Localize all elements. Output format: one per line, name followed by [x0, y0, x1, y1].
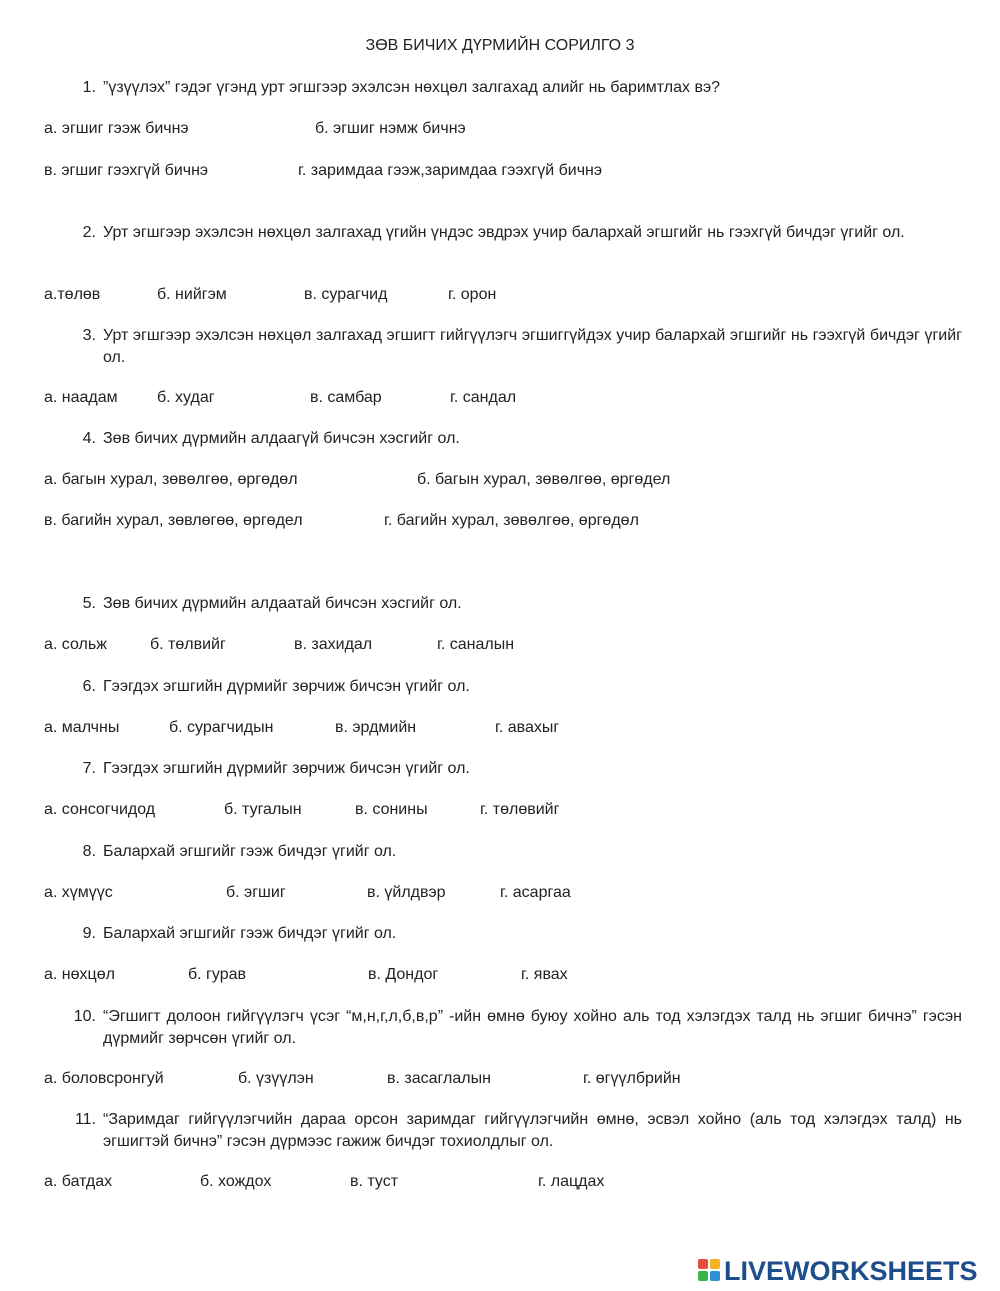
option-c[interactable]: в. сонины — [355, 801, 428, 818]
options-10 — [44, 1068, 964, 1090]
question-3 — [72, 325, 962, 369]
question-number: 5. — [82, 595, 96, 612]
option-b[interactable]: б. худаг — [157, 389, 215, 406]
question-text: Гээгдэх эгшгийн дүрмийг зөрчиж бичсэн үгийг ол. — [103, 678, 470, 695]
question-5 — [72, 593, 962, 615]
logo-brand-text: LIVEWORKSHEETS — [724, 1256, 978, 1286]
question-number: 4. — [82, 430, 96, 447]
options-7 — [44, 799, 964, 821]
question-text: Урт эгшгээр эхэлсэн нөхцөл залгахад эгшигт гийгүүлэгч эгшиггүйдэх учир балархай эгшгийг нь гээхгүй бичдэг үгийг ол. — [103, 327, 962, 366]
question-10 — [72, 1006, 962, 1050]
option-d[interactable]: г. орон — [448, 286, 497, 303]
question-text: Балархай эгшгийг гээж бичдэг үгийг ол. — [103, 925, 397, 942]
option-a[interactable]: а. хүмүүс — [44, 884, 113, 901]
logo-square-red — [698, 1259, 708, 1269]
option-b[interactable]: б. хождох — [200, 1173, 272, 1190]
option-b[interactable]: б. төлвийг — [150, 636, 226, 653]
question-1 — [72, 77, 962, 99]
option-d[interactable]: г. лацдах — [538, 1173, 605, 1190]
option-b[interactable]: б. үзүүлэн — [238, 1070, 314, 1087]
question-8 — [72, 841, 962, 863]
question-text: “Заримдаг гийгүүлэгчийн дараа орсон заримдаг гийгүүлэгчийн өмнө, эсвэл хойно (аль тод хэлэгдэх талд) нь эгшигтэй бичнэ” гэсэн дүрмээс гажиж бичдэг тохиолдлыг ол. — [103, 1111, 962, 1150]
liveworksheets-logo — [698, 1257, 994, 1285]
question-text: Гээгдэх эгшгийн дүрмийг зөрчиж бичсэн үгийг ол. — [103, 760, 470, 777]
question-number: 3. — [82, 327, 96, 344]
options-5 — [44, 634, 964, 656]
question-number: 1. — [82, 79, 96, 96]
question-6 — [72, 676, 962, 698]
option-b[interactable]: б. гурав — [188, 966, 247, 983]
option-d[interactable]: г. багийн хурал, зөвөлгөө, өргөдөл — [384, 512, 639, 529]
logo-square-yellow — [710, 1259, 720, 1269]
question-text: Зөв бичих дүрмийн алдаатай бичсэн хэсгийг ол. — [103, 595, 462, 612]
option-c[interactable]: в. самбар — [310, 389, 382, 406]
options-2 — [44, 284, 964, 306]
option-a[interactable]: а. нөхцөл — [44, 966, 115, 983]
option-b[interactable]: б. эгшиг нэмж бичнэ — [315, 120, 466, 137]
option-c[interactable]: в. туст — [350, 1173, 399, 1190]
option-c[interactable]: в. захидал — [294, 636, 373, 653]
option-a[interactable]: а.төлөв — [44, 286, 101, 303]
question-number: 11. — [74, 1111, 96, 1128]
option-d[interactable]: г. асаргаа — [500, 884, 571, 901]
option-d[interactable]: г. өгүүлбрийн — [583, 1070, 681, 1087]
options-1 — [44, 118, 964, 140]
question-11 — [72, 1109, 962, 1153]
question-number: 2. — [82, 224, 96, 241]
question-text: Урт эгшгээр эхэлсэн нөхцөл залгахад үгийн үндэс эвдрэх учир балархай эгшгийг нь гээхгүй бичдэг үгийг ол. — [103, 224, 905, 241]
option-a[interactable]: а. боловсронгуй — [44, 1070, 164, 1087]
option-a[interactable]: а. малчны — [44, 719, 120, 736]
option-b[interactable]: б. эгшиг — [226, 884, 286, 901]
logo-square-green — [698, 1271, 708, 1281]
options-4b — [44, 510, 964, 532]
option-d[interactable]: г. заримдаа гээж,заримдаа гээхгүй бичнэ — [298, 162, 603, 179]
options-11 — [44, 1171, 964, 1193]
option-d[interactable]: г. авахыг — [495, 719, 560, 736]
question-9 — [72, 923, 962, 945]
options-4 — [44, 469, 964, 491]
options-9 — [44, 964, 964, 986]
option-d[interactable]: г. явах — [521, 966, 568, 983]
option-b[interactable]: б. багын хурал, зөвөлгөө, өргөдел — [417, 471, 671, 488]
option-d[interactable]: г. сандал — [450, 389, 517, 406]
page-title: ЗӨВ БИЧИХ ДҮРМИЙН СОРИЛГО 3 — [365, 37, 635, 54]
option-d[interactable]: г. саналын — [437, 636, 515, 653]
option-b[interactable]: б. тугалын — [224, 801, 302, 818]
option-a[interactable]: а. эгшиг гээж бичнэ — [44, 120, 189, 137]
question-4 — [72, 428, 962, 450]
question-number: 10. — [73, 1008, 96, 1025]
options-3 — [44, 387, 964, 409]
option-a[interactable]: а. батдах — [44, 1173, 113, 1190]
option-a[interactable]: а. сонсогчидод — [44, 801, 156, 818]
question-number: 7. — [82, 760, 96, 777]
option-c[interactable]: в. эгшиг гээхгүй бичнэ — [44, 162, 209, 179]
question-text: “Эгшигт долоон гийгүүлэгч үсэг “м,н,г,л,б,в,р” -ийн өмнө буюу хойно аль тод хэлэгдэх талд нь эгшиг бичнэ” гэсэн дүрмийг зөрчсөн үгийг ол. — [103, 1008, 962, 1047]
question-number: 6. — [82, 678, 96, 695]
option-c[interactable]: в. эрдмийн — [335, 719, 417, 736]
options-6 — [44, 717, 964, 739]
logo-square-blue — [710, 1271, 720, 1281]
question-number: 9. — [82, 925, 96, 942]
option-c[interactable]: в. сурагчид — [304, 286, 388, 303]
question-text: Балархай эгшгийг гээж бичдэг үгийг ол. — [103, 843, 397, 860]
logo-mark-icon — [698, 1259, 720, 1282]
options-8 — [44, 882, 964, 904]
option-c[interactable]: в. үйлдвэр — [367, 884, 446, 901]
option-a[interactable]: а. сольж — [44, 636, 107, 653]
option-b[interactable]: б. сурагчидын — [169, 719, 274, 736]
option-c[interactable]: в. Дондог — [368, 966, 439, 983]
option-b[interactable]: б. нийгэм — [157, 286, 227, 303]
option-a[interactable]: а. наадам — [44, 389, 118, 406]
question-number: 8. — [82, 843, 96, 860]
option-a[interactable]: а. багын хурал, зөвөлгөө, өргөдөл — [44, 471, 298, 488]
question-text: ”үзүүлэх” гэдэг үгэнд урт эгшгээр эхэлсэн нөхцөл залгахад алийг нь баримтлах вэ? — [103, 79, 721, 96]
option-c[interactable]: в. багийн хурал, зөвлөгөө, өргөдел — [44, 512, 303, 529]
question-7 — [72, 758, 962, 780]
option-c[interactable]: в. засаглалын — [387, 1070, 491, 1087]
question-2 — [72, 222, 962, 244]
option-d[interactable]: г. төлөвийг — [480, 801, 560, 818]
options-1b — [44, 160, 964, 182]
question-text: Зөв бичих дүрмийн алдаагүй бичсэн хэсгийг ол. — [103, 430, 460, 447]
